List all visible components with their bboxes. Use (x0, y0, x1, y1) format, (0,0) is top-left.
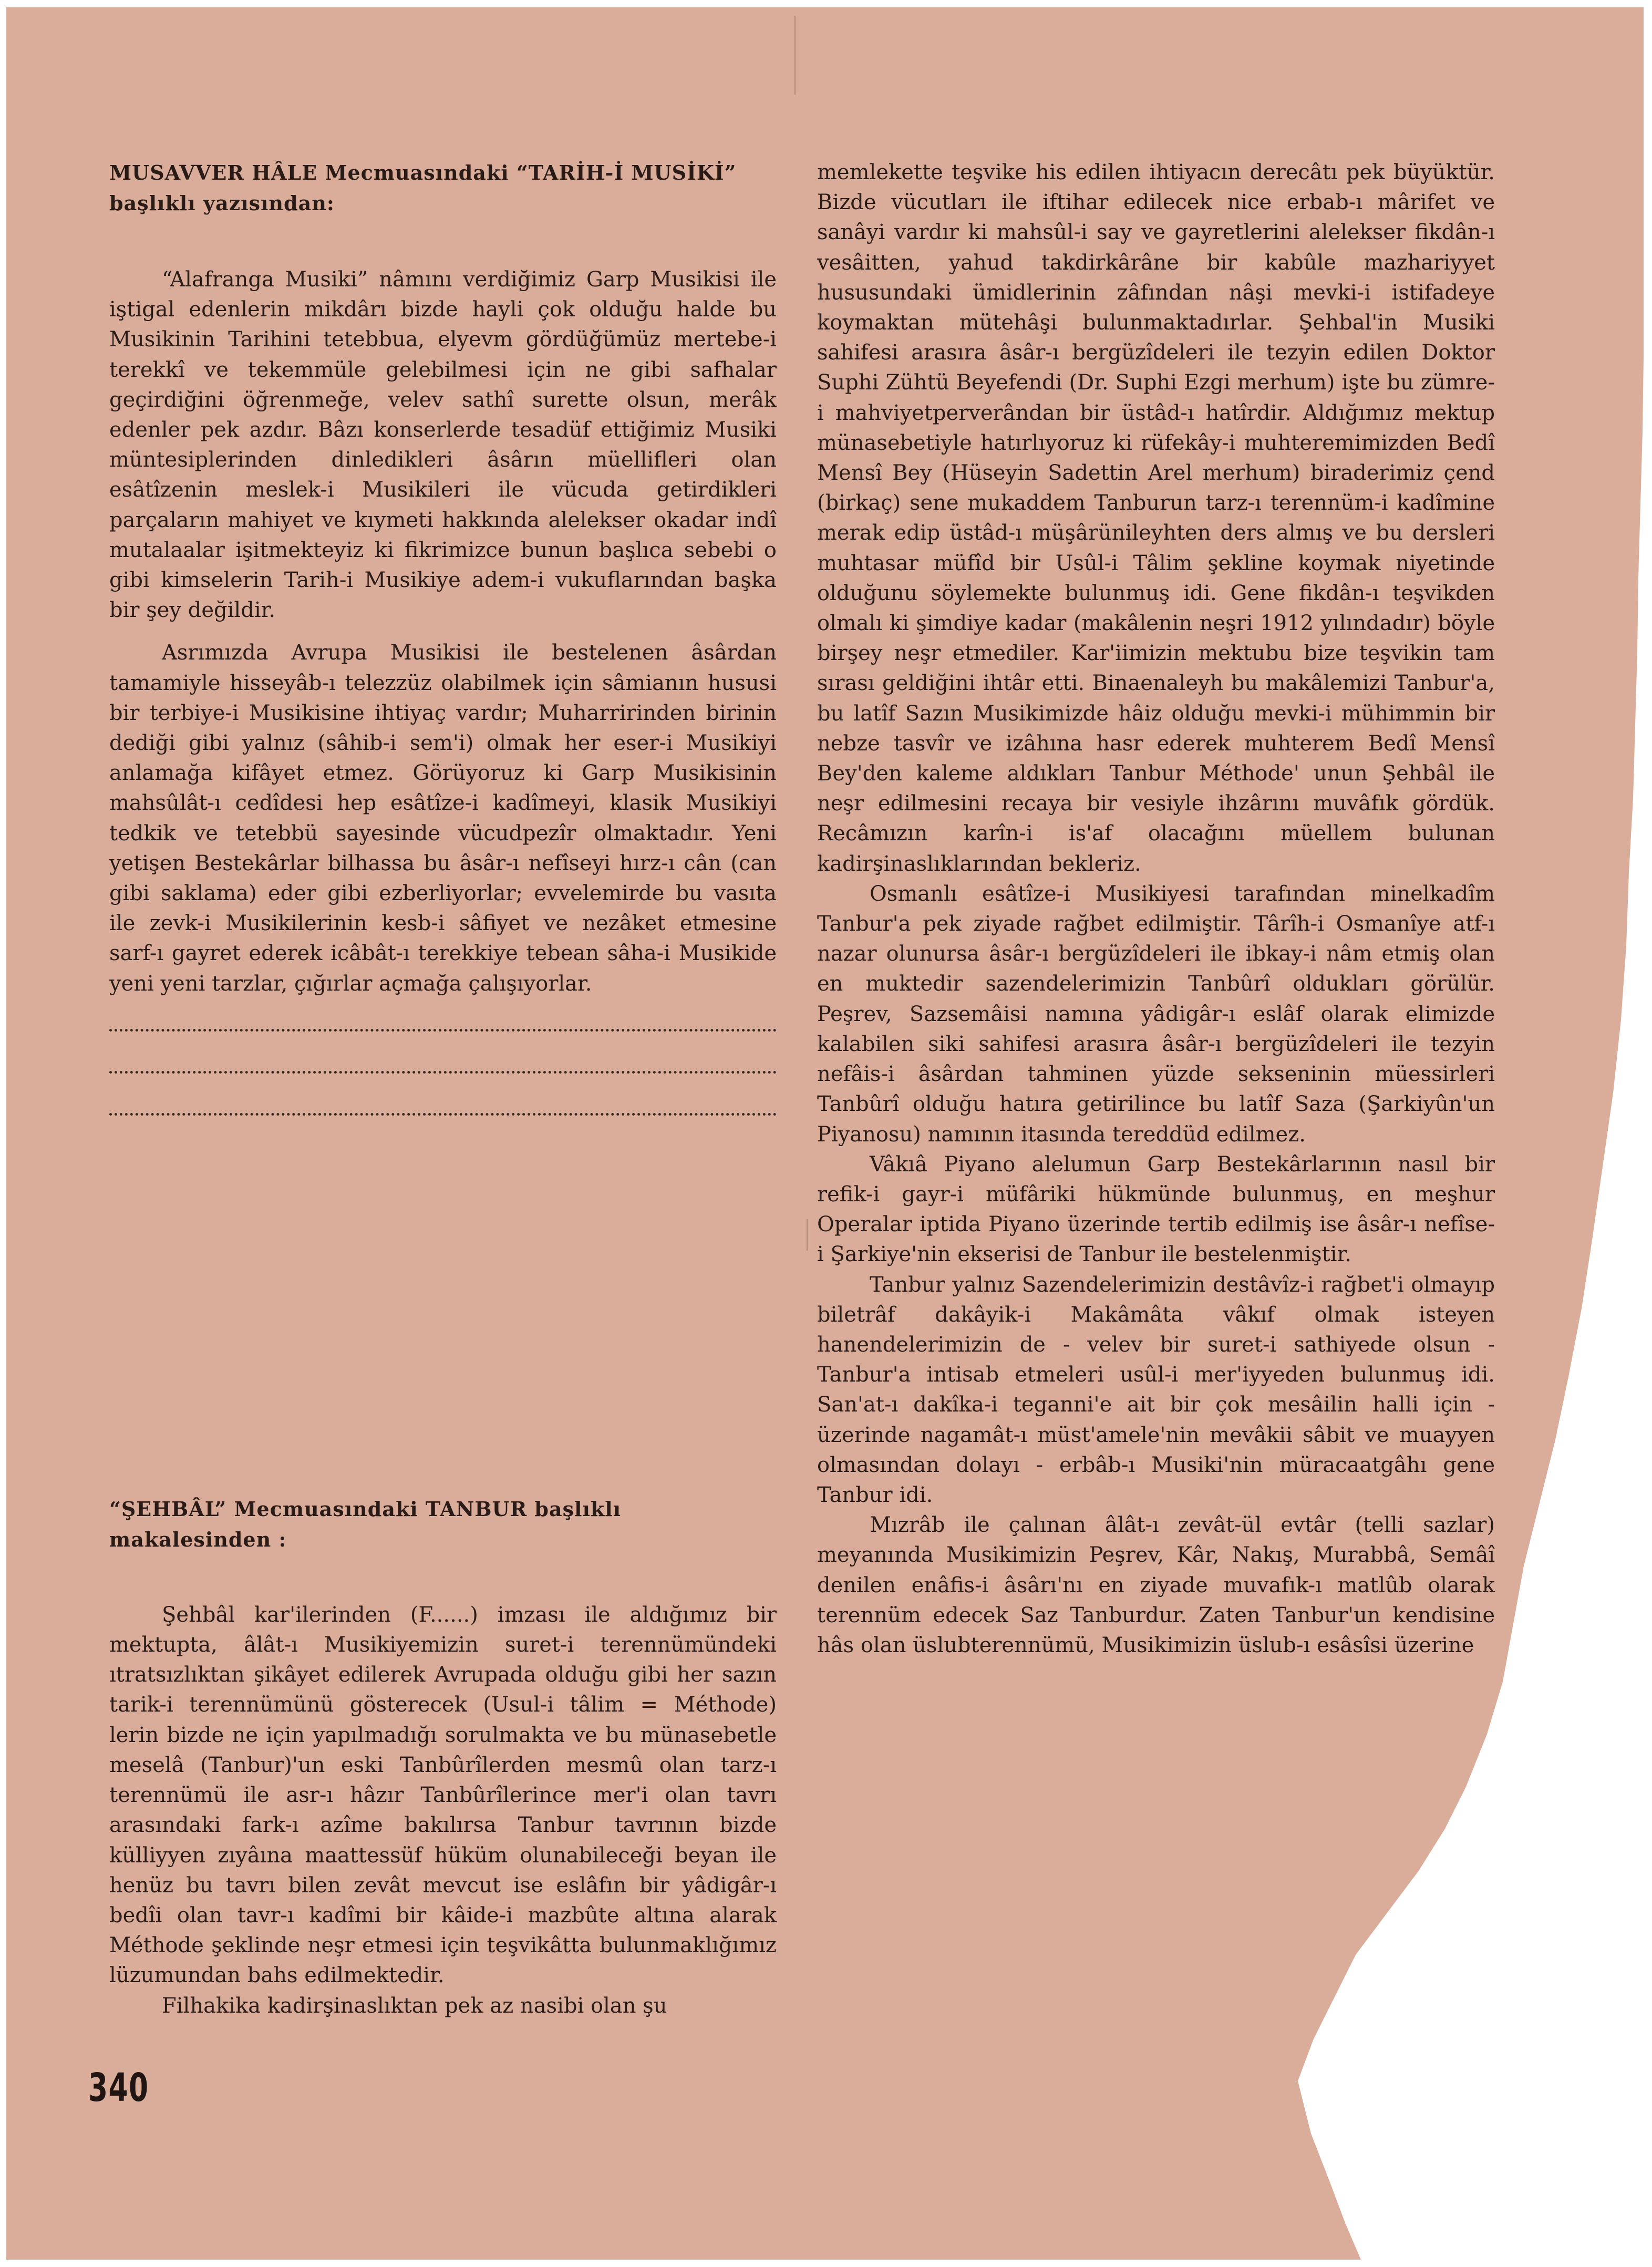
dotted-ellipsis-line (109, 999, 777, 1032)
right-column (817, 158, 1495, 1661)
paragraph: Mızrâb ile çalınan âlât-ı zevât-ül evtâr (telli sazlar) meyanında Musikimizin Peşrev, Kâr, Nakış, Murabbâ, Semâî denilen enâfis-i âsârı'nı en ziyade muvafık-ı matlûb olarak terennüm edecek Saz Tanburdur. Zaten Tanbur'un kendisine hâs olan üslubterennümü, Musikimizin üslub-ı esâsîsi üzerine (817, 1513, 1495, 1657)
dotted-ellipsis-line (109, 1041, 777, 1074)
paragraph: Asrımızda Avrupa Musikisi ile bestelenen âsârdan tamamiyle hisseyâb-ı telezzüz olabilmek için sâmianın hususi bir terbiye-i Musikisine ihtiyaç vardır; Muharririnden birinin dediği gibi yalnız (sâhib-i sem'i) olmak her eser-i Musikiyi anlamağa kifâyet etmez. Görüyoruz ki Garp Musikisinin mahsûlât-ı cedîdesi hep esâtîze-i kadîmeyi, klasik Musikiyi tedkik ve tetebbü sayesinde vücudpezîr olmaktadır. Yeni yetişen Bestekârlar bilhassa bu âsâr-ı nefîseyi hırz-ı cân (can gibi saklama) eder gibi ezberliyorlar; evvelemirde bu vasıta ile zevk-i Musikilerinin kesb-i sâfiyet ve nezâket etmesine sarf-ı gayret ederek icâbât-ı terekkiye tebean sâha-i Musikide yeni yeni tarzlar, çığırlar açmağa çalışıyorlar. (109, 641, 777, 996)
paragraph: Vâkıâ Piyano alelumun Garp Bestekârlarının nasıl bir refik-i gayr-i müfâriki hükmünde bulunmuş, en meşhur Operalar iptida Piyano üzerinde tertib edilmiş ise âsâr-ı nefîse-i Şarkiye'nin ekserisi de Tanbur ile bestelenmiştir. (817, 1152, 1495, 1267)
article-heading-sehbal: “ŞEHBÂL” Mecmuasındaki TANBUR başlıklı makalesinden : (109, 1497, 622, 1551)
paper-crease-line (794, 16, 796, 95)
page-number: 340 (88, 2065, 149, 2110)
paper-crease-line (807, 1219, 808, 1251)
dotted-ellipsis-line (109, 1083, 777, 1116)
article-heading-musavver-hale: MUSAVVER HÂLE Mecmuasındaki “TARİH-İ MUSİKİ” başlıklı yazısından: (109, 161, 737, 215)
paragraph: “Alafranga Musiki” nâmını verdiğimiz Garp Musikisi ile iştigal edenlerin mikdârı bizde hayli çok olduğu halde bu Musikinin Tarihini tetebbua, elyevm gördüğümüz mertebe-i terekkî ve tekemmüle gelebilmesi için ne gibi safhalar geçirdiğini öğrenmeğe, velev sathî surette olsun, merâk edenler pek azdır. Bâzı konserlerde tesadüf ettiğimiz Musiki müntesiplerinden dinledikleri âsârın müellifleri olan esâtîzenin meslek-i Musikileri ile vücuda getirdikleri parçaların mahiyet ve kıymeti hakkında alelekser okadar indî mutalaalar işitmekteyiz ki fikrimizce bunun başlıca sebebi o gibi kimselerin Tarih-i Musikiye adem-i vukuflarından başka bir şey değildir. (109, 267, 777, 623)
paragraph: Şehbâl kar'ilerinden (F......) imzası ile aldığımız bir mektupta, âlât-ı Musikiyemizin suret-i terennümündeki ıtratsızlıktan şikâyet edilerek Avrupada olduğu gibi her sazın tarik-i terennümünü gösterecek (Usul-i tâlim = Méthode) lerin bizde ne için yapılmadığı sorulmakta ve bu münasebetle meselâ (Tanbur)'un eski Tanbûrîlerden mesmû olan tarz-ı terennümü ile asr-ı hâzır Tanbûrîlerince mer'i olan tavrı arasındaki fark-ı azîme bakılırsa Tanbur tavrının bizde külliyyen zıyâına maattessüf hüküm olunabileceği beyan ile henüz bu tavrı bilen zevât mevcut ise eslâfın bir yâdigâr-ı bedîi olan tavr-ı kadîmi bir kâide-i mazbûte altına alarak Méthode şeklinde neşr etmesi için teşvikâtta bulunmaklığımız lüzumundan bahs edilmektedir. (109, 1602, 777, 1988)
paragraph: Tanbur yalnız Sazendelerimizin destâvîz-i rağbet'i olmayıp biletrâf dakâyik-i Makâmâta vâkıf olmak isteyen hanendelerimizin de - velev bir suret-i sathiyede olsun - Tanbur'a intisab etmeleri usûl-i mer'iyyeden bulunmuş idi. San'at-ı dakîka-i teganni'e ait bir çok mesâilin halli için - üzerinde nagamât-ı müst'amele'nin mevâkii sâbit ve muayyen olmasından dolayı - erbâb-ı Musiki'nin müracaatgâhı gene Tanbur idi. (817, 1272, 1495, 1507)
paragraph: Filhakika kadirşinaslıktan pek az nasibi olan şu (162, 1993, 667, 2018)
left-column (109, 158, 777, 2021)
paragraph: Osmanlı esâtîze-i Musikiyesi tarafından minelkadîm Tanbur'a pek ziyade rağbet edilmiştir. Târîh-i Osmanîye atf-ı nazar olunursa âsâr-ı bergüzîdeleri ile ibkay-i nâm etmiş olan en muktedir sazendelerimizin Tanbûrî oldukları görülür. Peşrev, Sazsemâisi namına yâdigâr-ı eslâf olarak elimizde kalabilen siki sahifesi arasıra âsâr-ı bergüzîdeleri ile tezyin nefâis-i âsârdan tahminen yüzde sekseninin müessirleri Tanbûrî olduğu hatıra getirilince bu latîf Saza (Şarkiyûn'un Piyanosu) namının itasında tereddüd edilmez. (817, 881, 1495, 1147)
paragraph: memlekette teşvike his edilen ihtiyacın derecâtı pek büyüktür. Bizde vücutları ile iftihar edilecek nice erbab-ı mârifet ve sanâyi vardır ki mahsûl-i say ve gayretlerini alelekser fikdân-ı vesâitten, yahud takdirkârâne bir kabûle mazhariyyet hususundaki ümidlerinin zâfından nâşi mevki-i istifadeye koymaktan mütehâşi bulunmaktadırlar. Şehbal'in Musiki sahifesi arasıra âsâr-ı bergüzîdeleri ile tezyin edilen Doktor Suphi Zühtü Beyefendi (Dr. Suphi Ezgi merhum) işte bu zümre-i mahviyetperverândan bir üstâd-ı hatîrdir. Aldığımız mektup münasebetiyle hatırlıyoruz ki rüfekây-i muhteremimizden Bedî Mensî Bey (Hüseyin Sadettin Arel merhum) biraderimiz çend (birkaç) sene mukaddem Tanburun tarz-ı terennüm-i kadîmine merak edip üstâd-ı müşârünileyhten ders almış ve bu dersleri muhtasar müfîd bir Usûl-i Tâlim şekline koymak niyetinde olduğunu söylemekte bulunmuş idi. Gene fikdân-ı teşvikden olmalı ki şimdiye kadar (makâlenin neşri 1912 yılındadır) böyle birşey neşr etmediler. Kar'iimizin mektubu bize teşvikin tam sırası geldiğini ihtâr etti. Binaenaleyh bu makâlemizi Tanbur'a, bu latîf Sazın Musikimizde hâiz olduğu mevki-i mühimmin bir nebze tasvîr ve izâhına hasr ederek muhterem Bedî Mensî Bey'den kaleme aldıkları Tanbur Méthode' unun Şehbâl ile neşr edilmesini recaya bir vesiyle ihzârını muvâfık gördük. Recâmızın karîn-i is'af olacağını müellem bulunan kadirşinaslıklarından bekleriz. (817, 160, 1495, 876)
